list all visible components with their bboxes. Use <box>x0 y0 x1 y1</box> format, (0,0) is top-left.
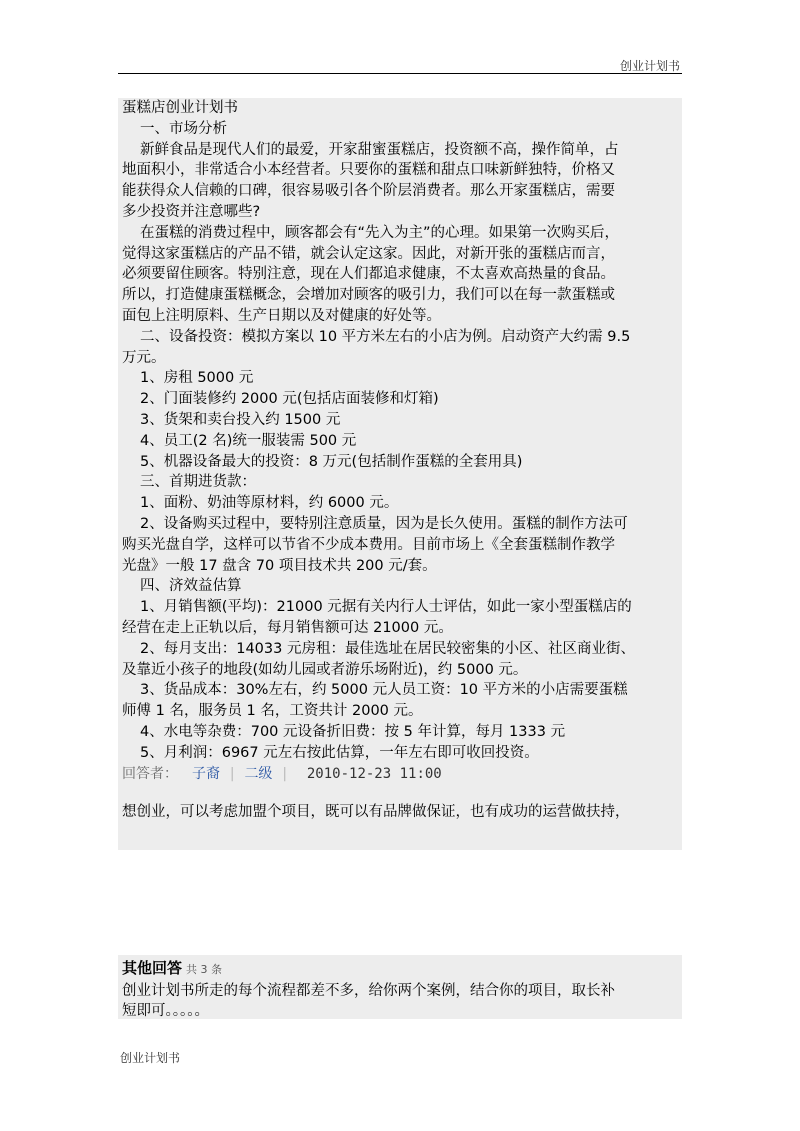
document-line: 2、门面装修约 2000 元(包括店面装修和灯箱) <box>140 391 439 408</box>
document-line: 1、面粉、奶油等原材料，约 6000 元。 <box>140 495 399 512</box>
answer-meta <box>122 764 678 785</box>
document-line: 4、员工(2 名)统一服装需 500 元 <box>140 432 357 449</box>
main-answer-block <box>118 98 682 850</box>
document-line: 3、货架和卖台投入约 1500 元 <box>140 411 341 428</box>
other-answers-count: 共 3 条 <box>186 963 223 976</box>
document-line: 地面积小，非常适合小本经营者。只要你的蛋糕和甜点口味新鲜独特，价格又 <box>122 162 615 179</box>
document-line: 2、每月支出：14033 元房租：最佳选址在居民较密集的小区、社区商业街、 <box>140 640 635 657</box>
answer-timestamp: 2010-12-23 11:00 <box>306 765 442 782</box>
page-footer-label: 创业计划书 <box>120 1051 181 1065</box>
document-line: 光盘》一般 17 盘含 70 项目技术共 200 元/套。 <box>122 557 437 574</box>
document-line: 多少投资并注意哪些? <box>122 203 261 220</box>
other-answers-title: 其他回答 <box>122 959 183 977</box>
meta-separator-2: | <box>280 765 289 782</box>
document-line: 三、首期进货款： <box>140 474 256 491</box>
document-line: 觉得这家蛋糕店的产品不错，就会认定这家。因此，对新开张的蛋糕店而言， <box>122 245 615 262</box>
other-answer-line: 创业计划书所走的每个流程都差不多，给你两个案例，结合你的项目，取长补 <box>122 983 615 999</box>
answer-body-text: 想创业，可以考虑加盟个项目，既可以有品牌做保证，也有成功的运营做扶持， <box>122 804 630 821</box>
document-line: 二、设备投资：模拟方案以 10 平方米左右的小店为例。启动资产大约需 9.5 <box>140 328 631 345</box>
document-line: 能获得众人信赖的口碑，很容易吸引各个阶层消费者。那么开家蛋糕店，需要 <box>122 183 615 200</box>
document-line: 5、机器设备最大的投资：8 万元(包括制作蛋糕的全套用具) <box>140 453 523 470</box>
page-header-label: 创业计划书 <box>619 59 680 73</box>
document-line: 万元。 <box>122 349 166 366</box>
document-line: 四、济效益估算 <box>140 578 242 595</box>
document-line: 面包上注明原料、生产日期以及对健康的好处等。 <box>122 307 441 324</box>
document-line: 2、设备购买过程中，要特别注意质量，因为是长久使用。蛋糕的制作方法可 <box>140 515 628 532</box>
document-line: 3、货品成本：30%左右，约 5000 元人员工资：10 平方米的小店需要蛋糕 <box>140 682 628 699</box>
other-answer-line: 短即可。。。。。 <box>122 1003 209 1019</box>
document-line: 1、房租 5000 元 <box>140 370 254 387</box>
document-line: 必须要留住顾客。特别注意，现在人们都追求健康，不太喜欢高热量的食品。 <box>122 266 615 283</box>
document-line: 所以，打造健康蛋糕概念，会增加对顾客的吸引力，我们可以在每一款蛋糕或 <box>122 287 615 304</box>
document-line: 经营在走上正轨以后，每月销售额可达 21000 元。 <box>122 619 453 636</box>
header-divider <box>118 73 682 74</box>
meta-separator: | <box>228 765 237 782</box>
document-line: 新鲜食品是现代人们的最爱，开家甜蜜蛋糕店，投资额不高，操作简单，占 <box>140 141 619 158</box>
other-answers-heading <box>122 957 678 981</box>
document-body <box>122 119 678 764</box>
other-answers-block <box>118 955 682 1019</box>
document-line: 在蛋糕的消费过程中，顾客都会有“先入为主”的心理。如果第一次购买后， <box>140 224 620 241</box>
answerer-label: 回答者： <box>122 765 178 782</box>
document-line: 及靠近小孩子的地段(如幼儿园或者游乐场附近)，约 5000 元。 <box>122 661 528 678</box>
document-line: 5、月利润：6967 元左右按此估算，一年左右即可收回投资。 <box>140 744 539 761</box>
document-line: 一、市场分析 <box>140 120 227 137</box>
answerer-name-link[interactable]: 子裔 <box>192 765 220 782</box>
answerer-level-link[interactable]: 二级 <box>244 765 273 782</box>
document-title: 蛋糕店创业计划书 <box>122 100 238 116</box>
document-line: 4、水电等杂费：700 元设备折旧费：按 5 年计算，每月 1333 元 <box>140 723 566 740</box>
document-line: 1、月销售额(平均)：21000 元据有关内行人士评估，如此一家小型蛋糕店的 <box>140 599 632 616</box>
document-line: 师傅 1 名，服务员 1 名，工资共计 2000 元。 <box>122 703 423 720</box>
document-line: 购买光盘自学，这样可以节省不少成本费用。目前市场上《全套蛋糕制作教学 <box>122 536 615 553</box>
